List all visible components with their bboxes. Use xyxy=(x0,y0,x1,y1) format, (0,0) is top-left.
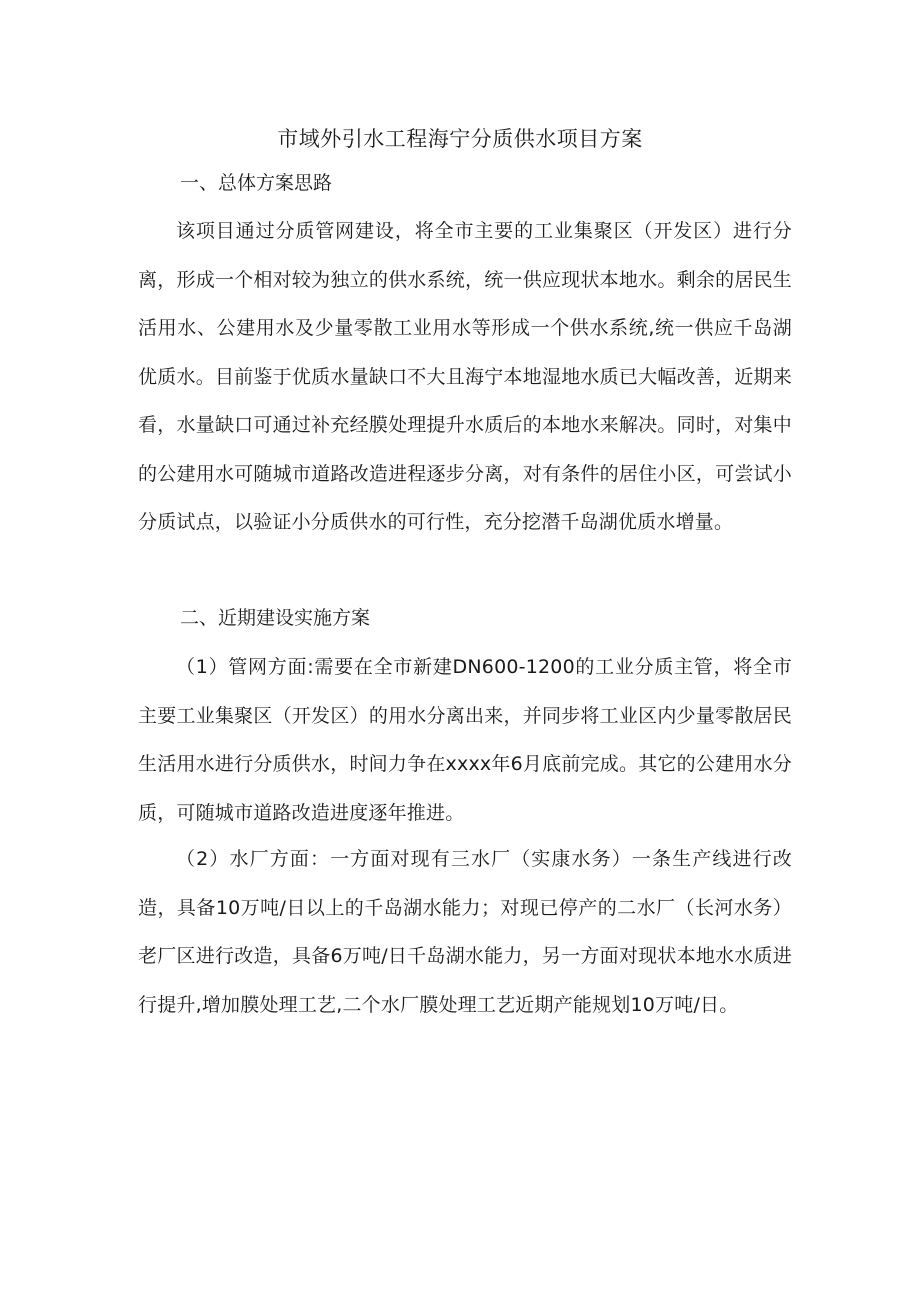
section-heading-implementation: 二、近期建设实施方案 xyxy=(180,607,371,629)
section-heading-overall-plan: 一、总体方案思路 xyxy=(180,172,333,194)
paragraph-water-plant: （2）水厂方面：一方面对现有三水厂（实康水务）一条生产线进行改造，具备10万吨/日以上的千岛湖水能力；对现已停产的二水厂（长河水务）老厂区进行改造，具备6万吨/日千岛湖水能力，另一方面对现状本地水水质进行提升,增加膜处理工艺,二个水厂膜处理工艺近期产能规划10万吨/日。 xyxy=(138,848,792,1016)
paragraph-pipe-network: （1）管网方面:需要在全市新建DN600-1200的工业分质主管，将全市主要工业集聚区（开发区）的用水分离出来，并同步将工业区内少量零散居民生活用水进行分质供水，时间力争在xxxx年6月底前完成。其它的公建用水分质，可随城市道路改造进度逐年推进。 xyxy=(138,656,792,824)
document-title: 市域外引水工程海宁分质供水项目方案 xyxy=(277,127,643,151)
paragraph-overall-plan: 该项目通过分质管网建设，将全市主要的工业集聚区（开发区）进行分离，形成一个相对较为独立的供水系统，统一供应现状本地水。剩余的居民生活用水、公建用水及少量零散工业用水等形成一个供水系统,统一供应千岛湖优质水。目前鉴于优质水量缺口不大且海宁本地湿地水质已大幅改善，近期来看，水量缺口可通过补充经膜处理提升水质后的本地水来解决。同时，对集中的公建用水可随城市道路改造进程逐步分离，对有条件的居住小区，可尝试小分质试点，以验证小分质供水的可行性，充分挖潜千岛湖优质水增量。 xyxy=(138,220,792,533)
